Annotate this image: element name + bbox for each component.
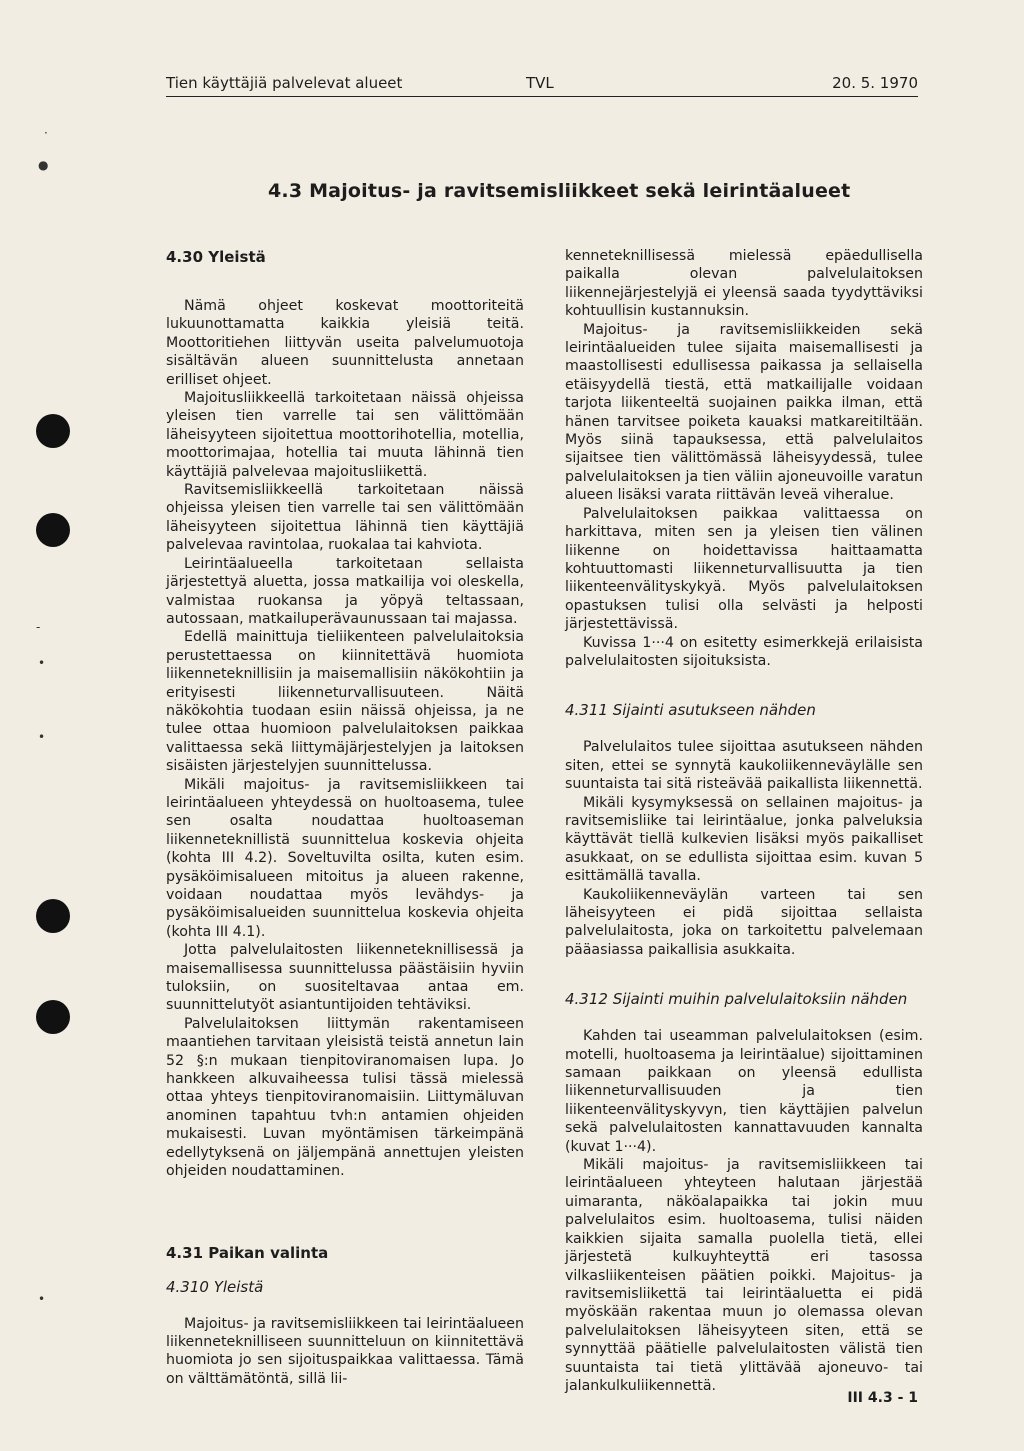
subsection-title-4311: 4.311 Sijainti asutukseen nähden: [565, 701, 816, 720]
paragraph: Palvelulaitos tulee sijoittaa asutukseen nähden siten, ettei se synnytä kaukoliikenneväylälle sen suuntaista tai sitä risteävää paikallista liikennettä.: [565, 739, 923, 793]
paragraph-continued: kenneteknillisessä mielessä epäedullisella paikalla olevan palvelulaitoksen liikennejärjestelyjä ei yleensä saada tyydyttäviksi kohtuullisin kustannuksin.: [565, 248, 923, 320]
punch-hole: [36, 1000, 70, 1034]
paragraph: Majoitus- ja ravitsemisliikkeen tai leirintäalueen liikenneteknilliseen suunnitteluun on kiinnitettävä huomiota jo sen sijoituspaikkaa valittaessa. Tämä on välttämätöntä, sillä lii-: [166, 1315, 524, 1387]
paragraph: Mikäli majoitus- ja ravitsemisliikkeen tai leirintäalueen yhteyteen halutaan järjestää uimaranta, näköalapaikka tai jokin muu palvelulaitos esim. huoltoasema, tulisi näiden kaikkien sijaita samalla puolella tietä, ellei järjestetä kulkuyhteyttä eri tasossa vilkasliikenteisen päätien poikki. Majoitus- ja ravitsemisliikettä tai leirintäaluetta ei pidä myöskään rakentaa muun jo olemassa olevan palvelulaitoksen läheisyyteen siten, että se synnyttää päätielle palvelulaitosten välistä tien suuntaista tai tietä ylittävää ajoneuvo- tai jalankulkuliikennettä.: [565, 1157, 923, 1394]
header-date: 20. 5. 1970: [832, 74, 918, 92]
paragraph: Ravitsemisliikkeellä tarkoitetaan näissä ohjeissa yleisen tien varrelle tai sen välittömään läheisyyteen sijoitettua lähinnä tien käyttäjiä palvelevaa ravintolaa, ruokalaa tai kahviota.: [166, 482, 524, 554]
paragraph: Mikäli majoitus- ja ravitsemisliikkeen tai leirintäalueen yhteydessä on huoltoasema, tulee sen osalta noudattaa huoltoaseman liikenneteknillistä suunnittelua koskevia ohjeita (kohta III 4.2). Soveltuvilta osilta, kuten esim. pysäköimisalueen mitoitus ja alueen rakenne, voidaan noudattaa myös levähdys- ja pysäköimisalueiden suunnittelua koskevia ohjeita (kohta III 4.1).: [166, 776, 524, 940]
page-number: III 4.3 - 1: [847, 1390, 918, 1406]
paragraph: Kahden tai useamman palvelulaitoksen (esim. motelli, huoltoasema ja leirintäalue) sijoittaminen samaan paikkaan on yleensä edullista liikenneturvallisuuden ja tien liikenteenvälityskyvyn, tien käyttäjien palvelun sekä palvelulaitosten kannattavuuden kannalta (kuvat 1···4).: [565, 1028, 923, 1155]
punch-hole: [36, 414, 70, 448]
scan-mark: ●: [38, 158, 49, 172]
paragraph: Kuvissa 1···4 on esitetty esimerkkejä erilaisista palvelulaitosten sijoituksista.: [565, 634, 923, 669]
subsection-title-4312: 4.312 Sijainti muihin palvelulaitoksiin nähden: [565, 990, 908, 1009]
scan-mark: ·: [44, 126, 48, 140]
page-header: [166, 70, 918, 97]
scan-mark: •: [38, 1292, 46, 1306]
paragraph: Leirintäalueella tarkoitetaan sellaista järjestettyä aluetta, jossa matkailija voi oleskella, valmistaa ruokansa ja yöpyä teltassaan, autossaan, matkailuperävaunussaan tai majassa.: [166, 555, 524, 627]
paragraph: Jotta palvelulaitosten liikenneteknillisessä ja maisemallisessa suunnittelussa päästäisiin hyviin tuloksiin, on suositeltavaa antaa em. suunnittelutyöt asiantuntijoiden tehtäviksi.: [166, 942, 524, 1014]
header-organization: TVL: [526, 74, 554, 92]
scan-mark: •: [38, 730, 46, 744]
paragraph: Nämä ohjeet koskevat moottoriteitä lukuunottamatta kaikkia yleisiä teitä. Moottoritiehen liittyvän useita palvelumuotoja sisältävän alueen suunnittelusta annetaan erilliset ohjeet.: [166, 298, 524, 388]
paragraph: Majoitus- ja ravitsemisliikkeiden sekä leirintäalueiden tulee sijaita maisemallisesti ja maastollisesti edullisessa paikassa ja sellaisella etäisyydellä tiestä, että matkailijalle voidaan tarjota liikenteeltä suojainen paikka ilman, että hänen tarvitsee poiketa kauaksi matkareitiltään. Myös siinä tapauksessa, että palvelulaitos sijaitsee tien välittömässä läheisyydessä, tulee palvelulaitoksen ja tien väliin ajoneuvoille varatun alueen lisäksi varata riittävän leveä viheralue.: [565, 321, 923, 504]
right-column: [565, 247, 923, 1395]
left-column: [166, 247, 524, 1388]
paragraph: Mikäli kysymyksessä on sellainen majoitus- ja ravitsemisliike tai leirintäalue, jonka palveluksia käyttävät tiellä kulkevien lisäksi myös paikalliset asukkaat, on se edullista sijoittaa esim. kuvan 5 esittämällä tavalla.: [565, 794, 923, 885]
section-title-431: 4.31 Paikan valinta: [166, 1243, 329, 1262]
paragraph: Edellä mainittuja tieliikenteen palvelulaitoksia perustettaessa on kiinnitettävä huomiota liikenneteknillisiin ja maisemallisiin näkökohtiin ja erityisesti liikenneturvallisuuteen. Näitä näkökohtia tuodaan esiin näissä ohjeissa, ja ne tulee ottaa huomioon palvelulaitoksen paikkaa valittaessa sekä liittymäjärjestelyjen ja laitoksen sisäisten järjestelyjen suunnittelussa.: [166, 629, 524, 775]
paragraph: Majoitusliikkeellä tarkoitetaan näissä ohjeissa yleisen tien varrelle tai sen välittömään läheisyyteen sijoitettua moottorihotellia, motellia, moottorimajaa, hotellia tai muuta lähinnä tien käyttäjiä palvelevaa majoitusliikettä.: [166, 390, 524, 480]
paragraph: Palvelulaitoksen paikkaa valittaessa on harkittava, miten sen ja yleisen tien välinen liikenne on hoidettavissa haittaamatta kohtuuttomasti liikenneturvallisuutta ja tien liikenteenvälityskykyä. Myös palvelulaitoksen opastuksen tulisi olla selvästi ja helposti järjestettävissä.: [565, 505, 923, 633]
scan-mark: -: [36, 620, 41, 634]
scan-mark: •: [38, 656, 46, 670]
chapter-title: 4.3 Majoitus- ja ravitsemisliikkeet sekä leirintäalueet: [268, 180, 851, 202]
section-title-430: 4.30 Yleistä: [166, 248, 266, 266]
paragraph: Kaukoliikenneväylän varteen tai sen läheisyyteen ei pidä sijoittaa sellaista palvelulaitosta, joka on tarkoitettu palvelemaan pääasiassa paikallisia asukkaita.: [565, 886, 923, 958]
subsection-title-4310: 4.310 Yleistä: [166, 1277, 264, 1296]
header-section-title: Tien käyttäjiä palvelevat alueet: [166, 74, 403, 92]
paragraph: Palvelulaitoksen liittymän rakentamiseen maantiehen tarvitaan yleisistä teistä annetun lain 52 §:n mukaan tienpitoviranomaisen lupa. Jo hankkeen alkuvaiheessa tulisi tässä mielessä ottaa yhteys tienpitoviranomaisiin. Liittymäluvan anominen tapahtuu tvh:n antamien ohjeiden mukaisesti. Luvan myöntämisen tärkeimpänä edellytyksenä on jäljempänä annettujen yleisten ohjeiden noudattaminen.: [166, 1015, 524, 1180]
punch-hole: [36, 513, 70, 547]
punch-hole: [36, 899, 70, 933]
